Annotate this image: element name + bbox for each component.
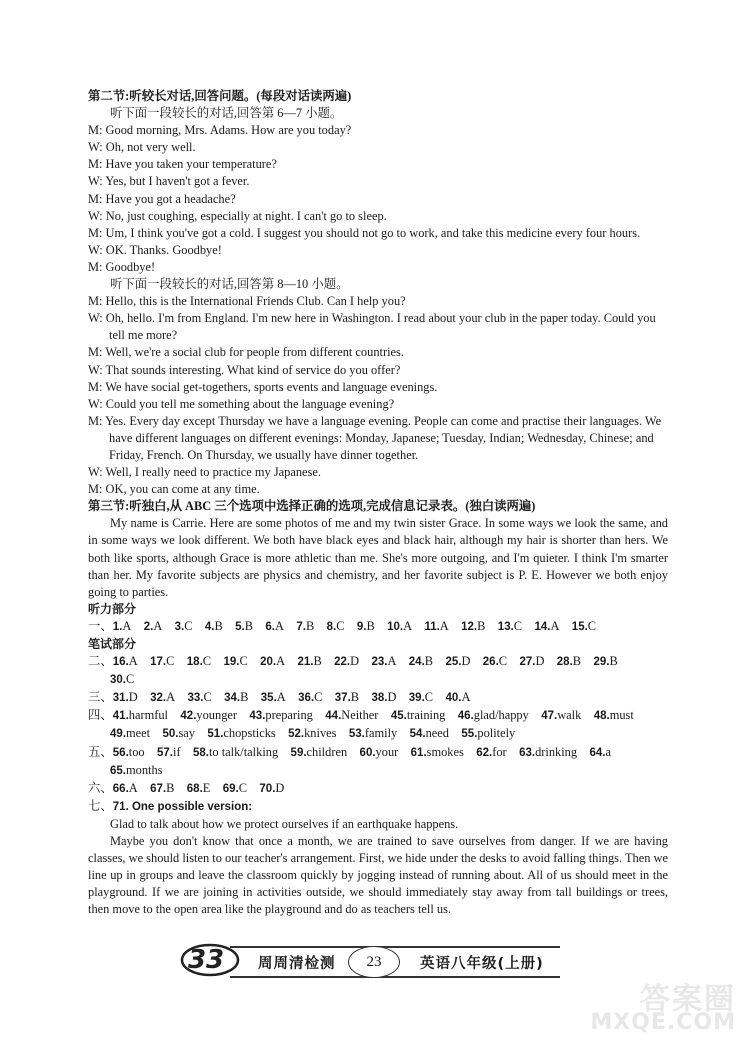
answer-item: 49.meet [110,726,151,741]
dialog-1 [88,122,668,276]
answer-item: 58.to talk/talking [192,744,279,759]
dialog-line: M: OK, you can come at any time. [88,482,260,497]
answers-part5 [88,744,668,762]
part3-prefix: 三、 [88,690,113,705]
dialog-line: W: Oh, not very well. [88,140,196,155]
answer-item: 34.B [224,690,249,705]
answer-item: 65.months [110,762,163,777]
answer-item: 22.D [334,654,360,669]
dialog-line: W: Could you tell me something about the language evening? [88,396,395,411]
answer-item: 35.A [260,690,286,705]
watermark [592,970,742,1040]
dialog-line: W: No, just coughing, especially at night. I can't go to sleep. [88,208,387,223]
dialog-line: W: Well, I really need to practice my Japanese. [88,465,321,480]
answer-item: 64.a [589,744,611,759]
answer-item: 30.C [110,672,135,687]
answer-item: 29.B [593,654,618,669]
dialog-line: W: Yes, but I haven't got a fever. [88,174,250,189]
answers-part5-cont [88,762,668,780]
answer-item: 66.A [112,780,138,795]
part7-prefix: 七、 [88,798,113,813]
dialog-line: M: Um, I think you've got a cold. I suggest you should not go to work, and take this medicine every four hours. [88,225,641,240]
answer-item: 40.A [445,690,471,705]
dialog-2 [88,293,668,498]
answer-item: 53.family [348,726,398,741]
dialog-line: W: Oh, hello. I'm from England. I'm new here in Washington. I read about your club in the paper today. Could you tell me more? [88,311,656,343]
answers-part4 [88,707,668,725]
dialog-line: M: Yes. Every day except Thursday we have a language evening. People can come and practise their languages. We have different languages on different evenings: Monday, Japanese; Tuesday, Indian; Wednesday, Chinese; and Friday, French. On Thursday, we usually have dinner together. [88,413,662,462]
answer-item: 39.C [408,690,434,705]
answer-item: 1.A [112,618,132,633]
answers-part3 [88,689,668,707]
answer-item: 25.D [445,654,471,669]
answer-item: 19.C [223,654,248,669]
dialog-line: M: Have you got a headache? [88,191,236,206]
series-name: 周周清检测 [258,956,336,972]
listening-header: 听力部分 [88,601,137,616]
answer-item: 42.younger [180,708,238,723]
answer-item: 26.C [482,654,508,669]
part1-prefix: 一、 [88,618,113,633]
part2-prefix: 二、 [88,654,113,669]
answer-item: 63.drinking [519,744,578,759]
answer-item: 27.D [519,654,545,669]
answer-item: 43.preparing [249,708,313,723]
dialog-line: M: We have social get-togethers, sports events and language evenings. [88,379,438,394]
answer-item: 14.A [534,618,560,633]
answer-item: 51.chopsticks [207,726,276,741]
answer-item: 5.B [235,618,254,633]
answer-item: 7.B [296,618,315,633]
answers-part1 [88,618,668,636]
answer-item: 10.A [387,618,413,633]
answer-item: 52.knives [288,726,337,741]
watermark-line1: 答案圈 [640,982,736,1017]
answer-item: 13.C [497,618,523,633]
answer-item: 67.B [150,780,175,795]
answer-item: 61.smokes [410,744,464,759]
section2-intro2: 听下面一段较长的对话,回答第 8—10 小题。 [110,277,349,292]
writing-header: 笔试部分 [88,637,137,651]
answer-item: 12.B [461,618,486,633]
answer-item: 20.A [260,654,286,669]
dialog-line: W: OK. Thanks. Goodbye! [88,242,222,257]
section3-title: 第三节:听独白,从 ABC 三个选项中选择正确的选项,完成信息记录表。(独白读两遍) [88,499,536,514]
answer-item: 37.B [334,690,360,705]
answer-item: 18.C [186,654,212,669]
svg-text:3: 3 [188,945,207,975]
answer-item: 50.say [162,726,196,741]
section2-title: 第二节:听较长对话,回答问题。(每段对话读两遍) [88,89,352,103]
answer-item: 32.A [150,690,176,705]
watermark-line2: MXQE.COM [590,1010,736,1035]
answer-item: 28.B [556,654,582,669]
answer-item: 9.B [356,618,375,633]
answer-item: 70.D [259,780,285,795]
answer-item: 4.B [204,618,223,633]
part5-prefix: 五、 [88,744,113,759]
essay-paragraph: Maybe you don't know that once a month, we are trained to save ourselves from danger. If we are having classes, we should listen to our teacher's arrangement. First, we hide under the desks to avoid falling things. Then we line up in groups and leave the classroom quickly by jogging instead of running about. All of us should meet in the playground. If we are joining in activities outside, we should immediately stay away from tall buildings or trees, then move to the open area like the playground and do as teachers tell us. [88,834,668,917]
answer-item: 44.Neither [325,708,379,723]
answers-part4-cont [88,725,668,743]
answer-item: 54.need [409,726,449,741]
answer-item: 21.B [297,654,322,669]
subject-name: 英语八年级(上册) [420,956,544,972]
answer-item: 69.C [222,780,248,795]
part4-prefix: 四、 [88,708,113,723]
dialog-line: M: Hello, this is the International Friends Club. Can I help you? [88,294,406,309]
dialog-line: M: Well, we're a social club for people from different countries. [88,345,404,360]
answer-item: 41.harmful [112,708,169,723]
section2-intro1: 听下面一段较长的对话,回答第 6—7 小题。 [110,106,343,121]
answers-part2-cont [88,671,668,689]
dialog-line: W: That sounds interesting. What kind of service do you offer? [88,362,401,377]
answers-part2 [88,653,668,671]
monologue-text: My name is Carrie. Here are some photos of me and my twin sister Grace. In some ways we look the same, and in some ways we look different. We both have black eyes and black hair, although my hair is shorter than hers. We both like sports, although Grace is more athletic than me. She's more outgoing, and I'm quieter. I think I'm smarter than her. My favorite subjects are physics and chemistry, and her favorite subject is P. E. However we both enjoy going to parties. [88,516,668,599]
answer-item: 16.A [112,654,138,669]
answer-item: 33.C [187,690,212,705]
answers-part7 [88,798,668,816]
answer-item: 2.A [143,618,163,633]
answer-item: 68.E [186,780,211,795]
answer-item: 6.A [265,618,284,633]
answer-item: 59.children [290,744,348,759]
answer-item: 38.D [371,690,397,705]
answer-item: 15.C [571,618,597,633]
answer-item: 36.C [298,690,323,705]
answer-item: 46.glad/happy [457,708,529,723]
page-number: 23 [348,946,400,978]
answer-item: 11.A [424,618,449,633]
answers-part6 [88,780,668,798]
answer-item: 56.too [112,744,145,759]
answer-item: 48.must [593,708,634,723]
dialog-line: M: Good morning, Mrs. Adams. How are you today? [88,123,352,138]
essay-label: 71. One possible version: [112,800,253,813]
essay-line1: Glad to talk about how we protect ourselves if an earthquake happens. [110,816,459,831]
dialog-line: M: Have you taken your temperature? [88,157,277,172]
answer-item: 62.for [476,744,507,759]
answer-item: 45.training [390,708,446,723]
answer-item: 57.if [157,744,181,759]
footer-banner [230,946,560,978]
answer-item: 3.C [174,618,193,633]
answer-item: 31.D [112,690,138,705]
page-footer [180,934,570,984]
answer-page [88,88,668,919]
answer-item: 23.A [371,654,397,669]
answer-item: 24.B [408,654,434,669]
dialog-line: M: Goodbye! [88,259,156,274]
answer-item: 55.politely [461,726,516,741]
part6-prefix: 六、 [88,780,113,795]
answer-item: 17.C [150,654,175,669]
answer-item: 47.walk [541,708,582,723]
answer-item: 8.C [326,618,345,633]
svg-text:3: 3 [206,945,225,975]
answer-item: 60.your [359,744,399,759]
